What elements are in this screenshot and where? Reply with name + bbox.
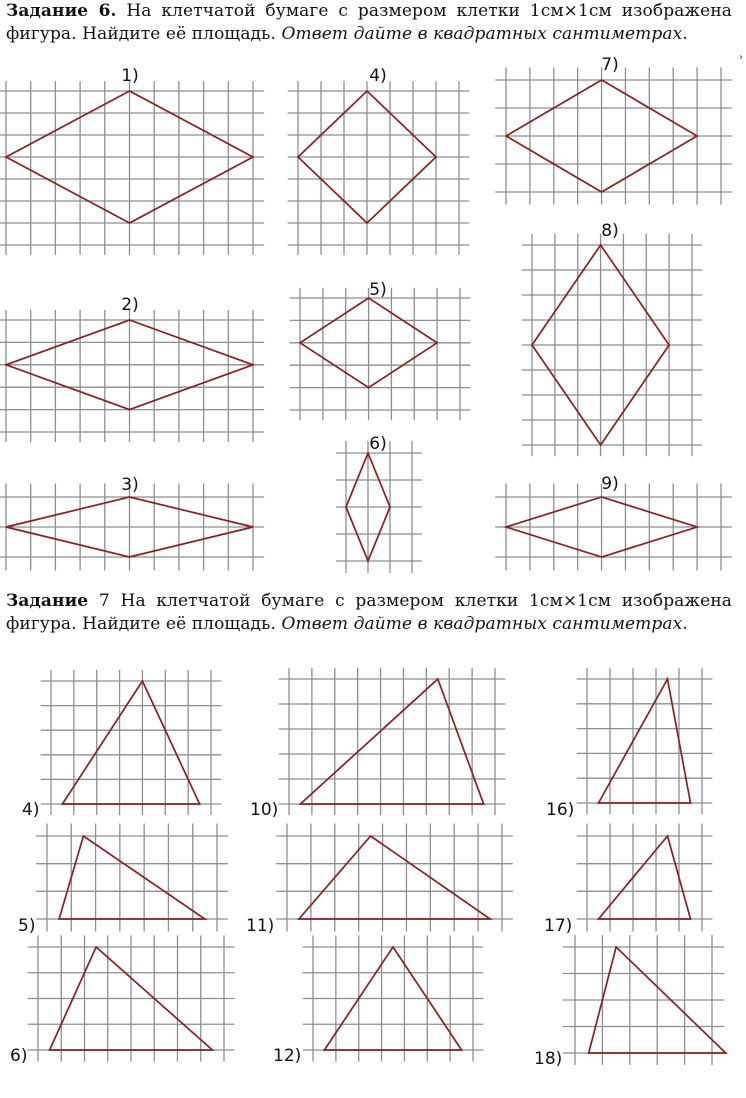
figure-5 [290,280,471,420]
figure-3 [0,475,264,571]
task-6-statement: На клетчатой бумаге с размером клетки 1см×1см изображена фигура. Найдите её площадь. [6,1,732,44]
figure-label: 1) [121,66,139,86]
figure-label: 6) [10,1046,28,1066]
figure-16 [10,935,234,1066]
figure-label: 4) [22,800,40,820]
figure-12 [546,668,712,820]
figure-17 [273,935,483,1066]
grid-lines [563,935,725,1065]
grid-lines [288,81,470,255]
figure-label: 5) [369,280,387,300]
figure-label: 9) [601,474,619,494]
grid-lines [0,484,264,571]
figure-label: 6) [369,434,387,454]
task-6-heading: Задание 6. [6,1,117,21]
figure-2 [0,295,264,442]
figure-10 [22,670,221,820]
figure-6 [336,434,422,573]
figure-label: 5) [18,916,36,936]
figure-8 [522,221,703,456]
figure-4 [288,66,470,255]
task-7-heading: Задание [6,591,89,611]
figure-18 [534,935,726,1069]
triangle-shape [59,836,205,919]
triangle-shape [599,836,691,919]
figure-label: 7) [601,55,619,75]
task-7-number: 7 [88,591,121,611]
page-edge-mark: › [739,52,743,63]
figure-label: 10) [250,800,279,820]
triangle-shape [299,836,490,919]
figure-1 [0,66,264,255]
figure-13 [18,824,228,936]
figure-label: 11) [246,916,275,936]
task-7-statement: На клетчатой бумаге с размером клетки 1см×1см изображена фигура. Найдите её площадь. [6,591,732,634]
grid-lines [577,668,713,814]
grid-lines [577,824,713,932]
grid-lines [336,441,422,573]
triangle-shape [62,681,199,804]
figure-label: 2) [121,295,139,315]
figure-9 [495,474,732,571]
figure-14 [246,824,513,936]
figure-label: 12) [273,1046,302,1066]
figure-11 [250,668,505,820]
figure-label: 8) [601,221,619,241]
grid-lines [0,81,264,255]
figure-15 [544,824,712,936]
grid-lines [276,824,513,932]
task-7-answer-note: Ответ дайте в квадратных сантиметрах. [281,614,688,634]
triangle-shape [300,679,483,804]
triangle-shape [599,679,691,803]
figure-label: 4) [369,66,387,86]
grid-lines [522,234,703,457]
figure-7 [495,55,732,205]
figure-label: 18) [534,1049,563,1069]
figure-label: 3) [121,475,139,495]
task-6-answer-note: Ответ дайте в квадратных сантиметрах. [281,24,688,44]
figure-label: 17) [544,916,573,936]
figure-label: 16) [546,800,575,820]
